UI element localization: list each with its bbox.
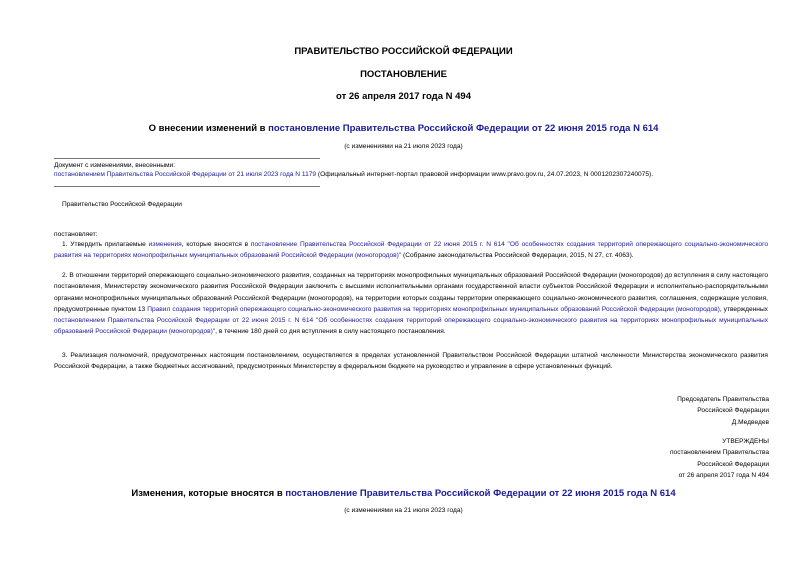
changes-prefix: Изменения, которые вносятся в (131, 488, 286, 499)
amendment-source: (Официальный интернет-портал правовой информации www.pravo.gov.ru, 24.07.2023, N 0001202307240075). (316, 171, 654, 178)
p2-link-rules[interactable]: Правил создания территорий опережающего социально-экономического развития на территориях монопрофильных муниципальных образований Российской Федерации (моногородов) (147, 305, 720, 313)
document-title (0, 123, 807, 134)
approval-line-4: от 26 апреля 2017 года N 494 (678, 471, 769, 479)
date-number-heading: от 26 апреля 2017 года N 494 (336, 91, 471, 102)
title-prefix: О внесении изменений в (148, 123, 269, 134)
signature-name: Д.Медведев (731, 418, 769, 426)
decides-text: постановляет: (54, 231, 98, 238)
p1-text-b: , которые вносятся в (181, 241, 251, 248)
approval-line-2: постановлением Правительства (669, 449, 769, 457)
title-link[interactable]: постановление Правительства Российской Федерации от 22 июня 2015 года N 614 (268, 123, 659, 134)
p1-text-c: (Собрание законодательства Российской Федерации, 2015, N 27, ст. 4063). (401, 252, 634, 260)
amendment-link[interactable]: постановлением Правительства Российской Федерации от 21 июля 2023 года N 1179 (54, 171, 317, 178)
p2-text-a: 2. В отношении территорий опережающего социально-экономического развития, созданных на территориях монопрофильных муниципальных образований Российской Федерации (моногородов) до вступления в силу настоящего постановления, Министерству экономического развития Российской Федерации заключить с высшими исполнительными органами государственной власти субъектов Российской Федерации и исполнительно-распорядительными органами монопрофильных муниципальных образований Российской Федерации (моногородов), на территории которых созданы территории опережающего социально-экономического развития, соглашения, содержащие условия, предусмотренные пунктом 13 (54, 272, 768, 313)
approval-heading: УТВЕРЖДЕНЫ (722, 438, 769, 445)
signature-block (677, 394, 769, 428)
issuer-text: Правительство Российской Федерации (62, 201, 182, 208)
doc-type-heading: ПОСТАНОВЛЕНИЕ (360, 69, 447, 80)
signature-country: Российской Федерации (697, 407, 769, 415)
p2-link-resolution[interactable]: постановлением Правительства Российской Федерации от 22 июня 2015 г. N 614 "Об особенностях создания территорий опережающего социально-экономического развития на территориях монопрофильных муниципальных образований Российской Федерации (моногородов)" (54, 317, 768, 336)
amendments-line (54, 170, 768, 179)
amendments-label: Документ с изменениями, внесенными: (54, 162, 176, 169)
amendments-bottom-rule (54, 186, 320, 187)
signature-position: Председатель Правительства (677, 396, 769, 403)
changes-link[interactable]: постановление Правительства Российской Федерации от 22 июня 2015 года N 614 (285, 488, 676, 499)
paragraph-2 (54, 270, 768, 338)
paragraph-1 (54, 239, 768, 262)
paragraph-3: 3. Реализация полномочий, предусмотренных настоящим постановлением, осуществляется в пределах установленной Правительством Российской Федерации штатной численности Министерства экономического развития Российской Федерации, а также бюджетных ассигнований, предусмотренных Министерству в федеральном бюджете на руководство и управление в сфере установленных функций. (54, 352, 768, 371)
approval-line-3: Российской Федерации (697, 460, 769, 468)
p2-text-c: , в течение 180 дней со дня вступления в силу настоящего постановления. (215, 328, 446, 336)
p1-link-resolution[interactable]: постановление Правительства Российской Федерации от 22 июня 2015 г. N 614 "Об особенностях создания территорий опережающего социально-экономического развития на территориях монопрофильных муниципальных образований Российской Федерации (моногородов)" (54, 241, 768, 260)
title-revision: (с изменениями на 21 июля 2023 года) (344, 143, 463, 150)
p2-text-b: , утвержденных (719, 305, 768, 313)
approval-block (670, 436, 769, 481)
government-heading: ПРАВИТЕЛЬСТВО РОССИЙСКОЙ ФЕДЕРАЦИИ (294, 46, 513, 57)
p1-link-changes[interactable]: изменения (148, 241, 182, 248)
amendments-top-rule (54, 158, 320, 159)
changes-revision: (с изменениями на 21 июля 2023 года) (344, 507, 463, 514)
changes-title (0, 488, 807, 499)
p1-text-a: 1. Утвердить прилагаемые (62, 241, 149, 248)
